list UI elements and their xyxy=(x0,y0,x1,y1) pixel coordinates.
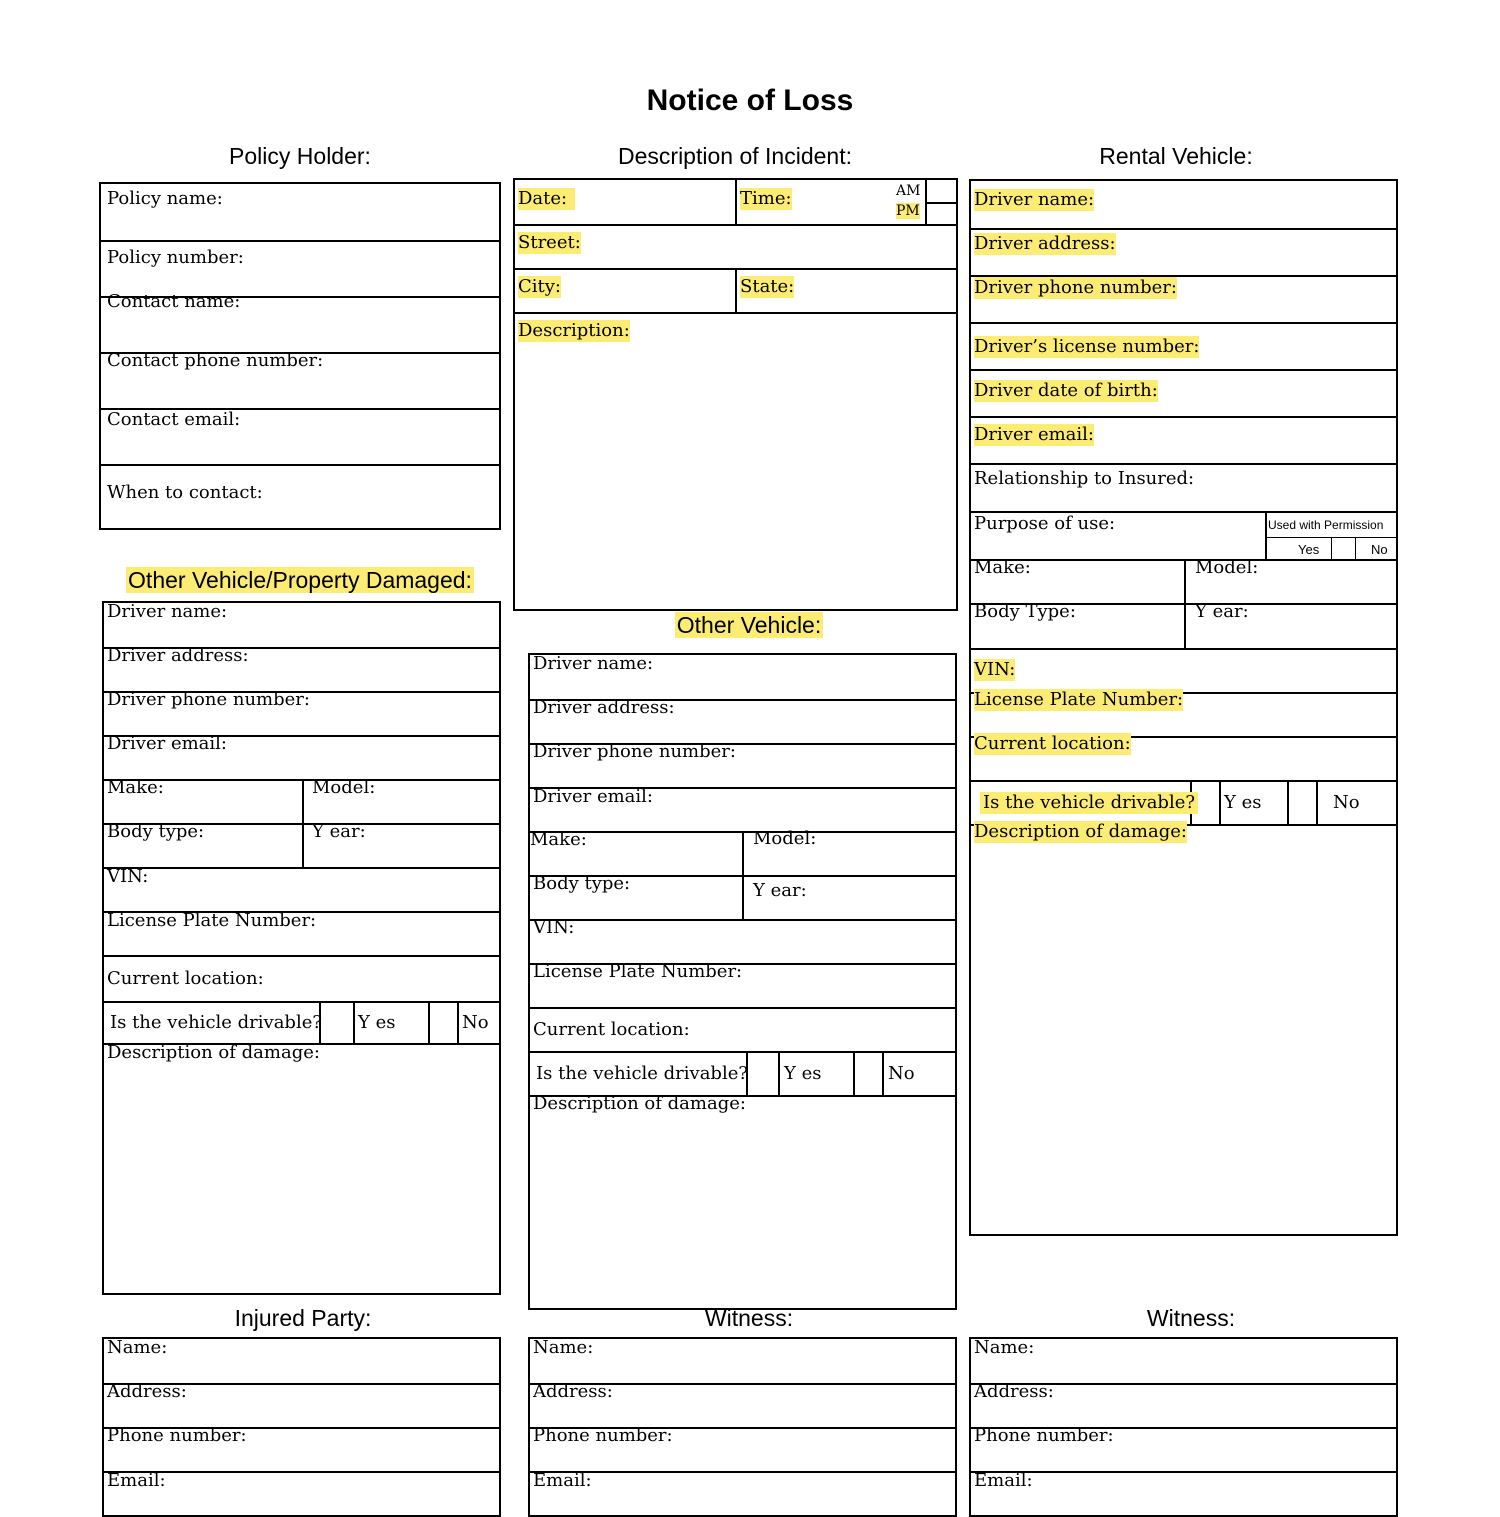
used-with-permission-label: Used with Permission xyxy=(1268,518,1384,532)
rental-drivable-no-option[interactable]: No xyxy=(1333,792,1360,813)
injured-name-field[interactable]: Name: xyxy=(107,1337,168,1358)
rental-driver-email-field[interactable]: Driver email: xyxy=(974,424,1094,445)
policy-holder-table xyxy=(99,182,501,530)
permission-no-option[interactable]: No xyxy=(1371,542,1388,557)
incident-table xyxy=(513,178,958,611)
am-option[interactable]: AM xyxy=(896,183,921,199)
witness-1-phone-field[interactable]: Phone number: xyxy=(533,1425,673,1446)
policy-number-field[interactable]: Policy number: xyxy=(107,247,244,268)
witness-2-email-field[interactable]: Email: xyxy=(974,1470,1033,1491)
state-field[interactable]: State: xyxy=(740,276,795,297)
when-to-contact-field[interactable]: When to contact: xyxy=(107,482,263,503)
rental-driver-name-field[interactable]: Driver name: xyxy=(974,189,1095,210)
rental-make-field[interactable]: Make: xyxy=(974,557,1031,578)
other-vehicle-driver-email-field[interactable]: Driver email: xyxy=(533,786,653,807)
other-property-driver-phone-field[interactable]: Driver phone number: xyxy=(107,689,310,710)
other-property-table xyxy=(102,601,501,1295)
policy-holder-heading: Policy Holder: xyxy=(229,143,371,169)
rental-driver-dob-field[interactable]: Driver date of birth: xyxy=(974,380,1158,401)
other-vehicle-drivable-no-option[interactable]: No xyxy=(888,1063,915,1084)
other-property-drivable-yes-option[interactable]: Y es xyxy=(358,1012,396,1033)
rental-plate-field[interactable]: License Plate Number: xyxy=(974,689,1184,710)
contact-name-field[interactable]: Contact name: xyxy=(107,291,241,312)
rental-vin-field[interactable]: VIN: xyxy=(974,659,1016,680)
rental-vehicle-heading: Rental Vehicle: xyxy=(1099,143,1253,169)
policy-name-field[interactable]: Policy name: xyxy=(107,188,223,209)
witness-2-phone-field[interactable]: Phone number: xyxy=(974,1425,1114,1446)
date-field[interactable]: Date: xyxy=(518,188,575,210)
rental-driver-license-field[interactable]: Driver’s license number: xyxy=(974,336,1200,357)
other-vehicle-model-field[interactable]: Model: xyxy=(753,828,817,849)
other-vehicle-vin-field[interactable]: VIN: xyxy=(533,917,575,938)
city-field[interactable]: City: xyxy=(518,276,561,297)
other-vehicle-drivable-yes-option[interactable]: Y es xyxy=(784,1063,822,1084)
rental-location-field[interactable]: Current location: xyxy=(974,733,1131,754)
rental-driver-address-field[interactable]: Driver address: xyxy=(974,233,1116,254)
injured-address-field[interactable]: Address: xyxy=(107,1381,187,1402)
rental-year-field[interactable]: Y ear: xyxy=(1195,601,1249,622)
other-property-driver-email-field[interactable]: Driver email: xyxy=(107,733,227,754)
injured-email-field[interactable]: Email: xyxy=(107,1470,166,1491)
pm-option[interactable]: PM xyxy=(896,203,920,219)
other-vehicle-driver-name-field[interactable]: Driver name: xyxy=(533,653,654,674)
other-property-drivable-no-option[interactable]: No xyxy=(462,1012,489,1033)
other-vehicle-location-field[interactable]: Current location: xyxy=(533,1019,690,1040)
witness-1-heading: Witness: xyxy=(704,1305,794,1331)
witness-2-heading: Witness: xyxy=(1146,1305,1236,1331)
purpose-field[interactable]: Purpose of use: xyxy=(974,513,1116,534)
other-property-plate-field[interactable]: License Plate Number: xyxy=(107,910,317,931)
incident-description-field[interactable]: Description: xyxy=(518,320,630,341)
rental-vehicle-table xyxy=(969,179,1398,1236)
other-property-year-field[interactable]: Y ear: xyxy=(312,821,366,842)
other-property-vin-field[interactable]: VIN: xyxy=(107,866,149,887)
other-vehicle-table xyxy=(528,653,957,1310)
other-property-driver-name-field[interactable]: Driver name: xyxy=(107,601,228,622)
other-vehicle-plate-field[interactable]: License Plate Number: xyxy=(533,961,743,982)
other-vehicle-year-field[interactable]: Y ear: xyxy=(753,880,807,901)
rental-drivable-yes-option[interactable]: Y es xyxy=(1224,792,1262,813)
witness-1-address-field[interactable]: Address: xyxy=(533,1381,613,1402)
other-vehicle-driver-address-field[interactable]: Driver address: xyxy=(533,697,675,718)
injured-phone-field[interactable]: Phone number: xyxy=(107,1425,247,1446)
other-vehicle-heading: Other Vehicle: xyxy=(676,612,822,638)
witness-1-email-field[interactable]: Email: xyxy=(533,1470,592,1491)
other-vehicle-make-field[interactable]: Make: xyxy=(530,829,587,850)
witness-2-name-field[interactable]: Name: xyxy=(974,1337,1035,1358)
other-property-model-field[interactable]: Model: xyxy=(312,777,376,798)
rental-driver-phone-field[interactable]: Driver phone number: xyxy=(974,277,1177,298)
relationship-field[interactable]: Relationship to Insured: xyxy=(974,468,1195,489)
other-vehicle-body-type-field[interactable]: Body type: xyxy=(533,873,631,894)
time-field[interactable]: Time: xyxy=(740,188,792,209)
incident-heading: Description of Incident: xyxy=(618,143,852,169)
other-property-body-type-field[interactable]: Body type: xyxy=(107,821,205,842)
witness-1-table xyxy=(528,1337,957,1517)
witness-2-table xyxy=(969,1337,1398,1517)
witness-2-address-field[interactable]: Address: xyxy=(974,1381,1054,1402)
other-property-make-field[interactable]: Make: xyxy=(107,777,164,798)
permission-yes-option[interactable]: Yes xyxy=(1298,542,1320,557)
page-title: Notice of Loss xyxy=(646,84,854,117)
injured-party-heading: Injured Party: xyxy=(234,1305,372,1331)
other-vehicle-damage-field[interactable]: Description of damage: xyxy=(533,1093,746,1114)
other-property-location-field[interactable]: Current location: xyxy=(107,968,264,989)
street-field[interactable]: Street: xyxy=(518,232,581,253)
rental-drivable-question: Is the vehicle drivable? xyxy=(980,792,1198,814)
witness-1-name-field[interactable]: Name: xyxy=(533,1337,594,1358)
rental-model-field[interactable]: Model: xyxy=(1195,557,1259,578)
other-property-driver-address-field[interactable]: Driver address: xyxy=(107,645,249,666)
injured-party-table xyxy=(102,1337,501,1517)
rental-body-type-field[interactable]: Body Type: xyxy=(974,601,1076,622)
rental-damage-field[interactable]: Description of damage: xyxy=(974,821,1187,842)
other-property-damage-field[interactable]: Description of damage: xyxy=(107,1042,320,1063)
other-vehicle-drivable-question: Is the vehicle drivable? xyxy=(536,1063,749,1084)
other-property-drivable-question: Is the vehicle drivable? xyxy=(110,1012,323,1033)
contact-email-field[interactable]: Contact email: xyxy=(107,409,241,430)
contact-phone-field[interactable]: Contact phone number: xyxy=(107,350,324,371)
other-property-heading: Other Vehicle/Property Damaged: xyxy=(128,567,472,593)
other-vehicle-driver-phone-field[interactable]: Driver phone number: xyxy=(533,741,736,762)
